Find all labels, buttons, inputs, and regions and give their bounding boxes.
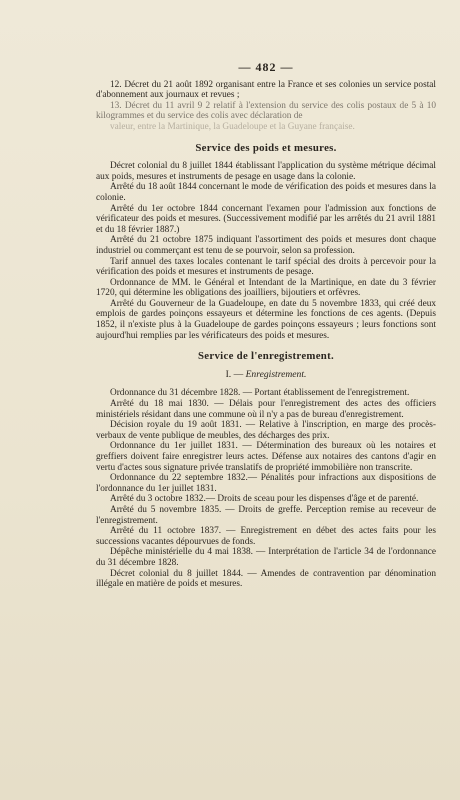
list-item: Arrêté du 21 octobre 1875 indiquant l'assortiment des poids et mesures dont chaque industriel ou commerçant est tenu de se pourvoir, selon sa profession.	[96, 235, 436, 256]
section-title-poids-mesures: Service des poids et mesures.	[195, 141, 337, 154]
list-item: Décret colonial du 8 juillet 1844 établissant l'application du système métrique décimal aux poids, mesures et instruments de pesage en usage dans la colonie.	[96, 161, 436, 182]
list-item: 13. Décret du 11 avril 9 2 relatif à l'extension du service des colis postaux de 5 à 10 kilogrammes et du service des colis avec déclaration de	[96, 100, 436, 122]
list-item: Arrêté du 18 août 1844 concernant le mode de vérification des poids et mesures dans la colonie.	[96, 182, 436, 203]
list-item: Arrêté du 18 mai 1830. — Délais pour l'enregistrement des actes des officiers ministériels résidant dans une commune où il n'y a pas de bureau d'enregistrement.	[96, 399, 436, 420]
list-item: 12. Décret du 21 août 1892 organisant entre la France et ses colonies un service postal d'abonnement aux journaux et revues ;	[96, 79, 436, 101]
page-content	[96, 62, 436, 590]
list-item: Arrêté du 11 octobre 1837. — Enregistrement en débet des actes faits pour les successions vacantes dépourvues de fonds.	[96, 526, 436, 547]
list-item: Ordonnance du 31 décembre 1828. — Portant établissement de l'enregistrement.	[110, 388, 410, 399]
list-item: Tarif annuel des taxes locales contenant le tarif spécial des droits à percevoir pour la vérification des poids et mesures et instruments de pesage.	[96, 256, 436, 278]
list-item: Arrêté du 1er octobre 1844 concernant l'examen pour l'admission aux fonctions de vérificateur des poids et mesures. (Successivement modifié par les arrêtés du 21 avril 1881 et du 18 février 1887.)	[96, 203, 436, 235]
subsection-title	[96, 370, 436, 381]
list-item: Ordonnance du 1er juillet 1831. — Détermination des bureaux où les notaires et greffiers doivent faire enregistrer leurs actes. Défense aux notaires des cantons d'agir en vertu d'actes sous signature privée translatifs de propriété immobilière non transcrite.	[96, 441, 436, 473]
list-item: Ordonnance du 22 septembre 1832.— Pénalités pour infractions aux dispositions de l'ordonnance du 1er juillet 1831.	[96, 473, 436, 494]
page-number: — 482 —	[238, 60, 294, 74]
list-item: Ordonnance de MM. le Général et Intendant de la Martinique, en date du 3 février 1720, qui détermine les obligations des joailliers, bijoutiers et orfèvres.	[96, 277, 436, 299]
list-item: Décret colonial du 8 juillet 1844. — Amendes de contravention par dénomination illégale en matière de poids et mesures.	[96, 568, 436, 590]
subsection-number: I. —	[225, 368, 246, 380]
list-item: Arrêté du 5 novembre 1835. — Droits de greffe. Perception remise au receveur de l'enregistrement.	[96, 504, 436, 526]
subsection-label: Enregistrement.	[245, 368, 307, 380]
section-title-enregistrement: Service de l'enregistrement.	[197, 350, 335, 363]
list-item: Décision royale du 19 août 1831. — Relative à l'inscription, en marge des procès-verbaux de vente publique de meubles, des décharges des prix.	[96, 420, 436, 441]
list-item: valeur, entre la Martinique, la Guadeloupe et la Guyane française.	[110, 121, 355, 132]
list-item: Arrêté du 3 octobre 1832.— Droits de sceau pour les dispenses d'âge et de parenté.	[110, 494, 419, 505]
list-item: Arrêté du Gouverneur de la Guadeloupe, en date du 5 novembre 1833, qui créé deux emplois de gardes poinçons essayeurs et détermine les fonctions de ces agents. (Depuis 1852, il n'existe plus à la Guadeloupe de gardes poinçons essayeurs ; leurs fonctions sont aujourd'hui remplies par les vérificateurs des poids et mesures.	[96, 298, 436, 341]
list-item: Dépêche ministérielle du 4 mai 1838. — Interprétation de l'article 34 de l'ordonnance du 31 décembre 1828.	[96, 547, 436, 568]
